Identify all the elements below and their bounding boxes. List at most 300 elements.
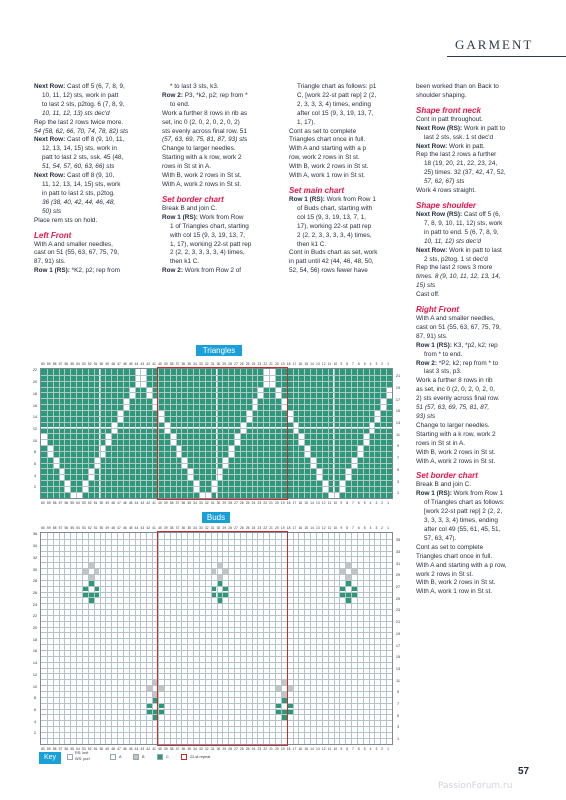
column-number: 52 [87,500,92,505]
column-number: 10 [333,362,338,366]
column-number: 1 [387,500,389,505]
column-number: 45 [128,526,133,530]
column-number: 21 [269,746,273,751]
column-number: 21 [269,526,273,530]
row-number: 10 [32,684,38,689]
text-line: 51 (57, 63, 69, 75, 81, 87, [416,404,490,412]
column-number: 4 [369,746,372,751]
column-number: 7 [352,746,354,751]
column-number: 14 [310,526,314,530]
column-number: 28 [228,746,232,751]
column-numbers [40,500,391,506]
text-line: With A and smaller needles, [34,240,113,248]
text-line: C, [work 22-st patt rep] 2 (2, [297,91,377,99]
text-line: Next Row: Work in patt to last [416,246,502,254]
text-line: With A and starting with a p [289,145,367,153]
column-number: 34 [193,526,197,530]
text-line: Cont in Buds chart as set, work [289,249,378,257]
row-number: 15 [395,409,401,414]
column-number: 51 [93,526,98,530]
text-line: With A, work 2 rows in St st. [416,457,496,465]
text-line: [work 22-st patt rep] 2 (2, 2, [424,508,503,516]
text-line: 57, 62, 67) sts [424,178,465,186]
text-line: to last 2 sts, p2tog. 6 (7, 8, 9, [42,100,125,108]
row-number: 12 [32,426,38,431]
column-number: 42 [146,500,151,505]
text-line: with col 15 (9, 3, 19, 13, 7, [170,231,245,239]
column-number: 30 [216,500,221,505]
column-number: 28 [228,362,232,366]
column-number: 22 [263,362,268,366]
column-number: 45 [128,746,133,751]
column-number: 58 [52,526,57,530]
text-line: Next Row: Cast off 8 (9, 10, 11, [34,136,125,144]
column-number: 24 [251,500,256,505]
text-line: from * to end. [424,350,463,358]
text-line: 52, 54, 56) rows fewer have [289,267,368,275]
column-number: 28 [228,500,232,505]
column-number: 37 [175,500,180,505]
column-number: 44 [134,500,139,505]
column-number: 50 [99,362,104,366]
column-number: 35 [187,500,191,505]
column-number: 44 [134,746,139,751]
text-line: Starting with a k row, work 2 [416,430,496,438]
column-number: 38 [169,362,174,366]
text-line: Change to larger needles. [416,421,490,429]
text-line: 2 (2, 2, 3, 3, 3, 3, 4) times, [170,249,245,257]
text-line: 87, 91) sts. [416,332,448,340]
row-number: 34 [32,544,38,549]
text-line: 3, 3, 3, 3, 4) times, ending [424,517,498,525]
column-number: 23 [257,362,262,366]
column-number: 30 [216,362,221,366]
text-line: in patt to last 2 sts, p2tog. [42,189,115,197]
text-line: * to last 3 sts, k3. [170,83,219,90]
text-line: to end. [170,100,190,108]
text-line: 17), working 22-st patt rep [297,222,372,230]
column-number: 9 [340,526,343,530]
text-line: 10, 11, 12, 13) sts dec'd [42,109,110,117]
column-number: 60 [41,746,45,751]
column-number: 34 [193,500,197,505]
column-number: 55 [70,500,74,505]
column-number: 8 [346,746,349,751]
chart-cell [386,492,392,498]
row-number: 21 [395,374,401,379]
column-number: 12 [321,362,326,366]
column-number: 30 [216,746,221,751]
text-line: 12, 13, 14, 15) sts, work in [42,145,117,153]
text-line: patt to last 2 sts, ssk. 45 (48, [42,154,124,162]
column-number: 48 [111,526,115,530]
text-line: 57, 63, 47). [424,534,457,542]
column-number: 59 [46,746,51,751]
column-number: 35 [187,362,191,366]
column-number: 16 [298,500,303,505]
row-number: 35 [395,538,401,543]
row-number: 14 [32,661,38,666]
column-number: 8 [346,526,349,530]
row-number: 6 [33,462,37,467]
column-number: 25 [245,500,250,505]
text-line: Work a further 8 rows in rib as [162,109,248,117]
key-title: Key [39,752,61,764]
text-line: With A and smaller needles, [416,315,495,323]
text-line: 87, 91) sts. [34,258,66,266]
key-swatch-a [110,754,116,760]
column-number: 36 [181,746,186,751]
column-number: 15 [304,746,308,751]
column-number: 18 [286,362,291,366]
row-number: 13 [395,666,401,671]
text-line: Cont as set to complete [416,543,484,551]
text-line: cast on 51 (55, 63, 67, 75, 79, [416,323,501,331]
column-number: 49 [105,746,110,751]
column-number: 39 [163,746,168,751]
column-number: 54 [76,500,80,505]
section-heading: Left Front [34,230,72,240]
column-number: 19 [280,746,285,751]
column-number: 35 [187,526,191,530]
row-number: 26 [32,590,38,595]
column-number: 6 [357,746,360,751]
column-number: 23 [257,746,262,751]
column-number: 20 [275,526,279,530]
row-number: 19 [395,631,401,636]
section-heading: Shape shoulder [416,200,477,210]
column-number: 33 [199,526,203,530]
column-number: 32 [204,526,209,530]
text-line: With A and starting with a p row, [416,561,507,569]
row-number: 20 [32,626,38,631]
column-number: 47 [117,362,121,366]
column-number: 33 [199,362,203,366]
column-number: 38 [169,500,174,505]
column-number: 25 [245,362,250,366]
column-number: 48 [111,362,115,366]
column-number: 12 [321,746,326,751]
column-number: 31 [210,362,215,366]
row-number: 23 [395,608,401,613]
text-line: sts evenly across final row. 51 [162,127,247,135]
text-line: 2 (2, 2, 3, 3, 3, 3, 4) times, [297,231,372,239]
row-number: 29 [395,573,401,578]
row-number: 24 [32,602,38,607]
column-number: 53 [82,362,86,366]
column-number: 11 [327,746,332,751]
section-heading: Set border chart [416,471,478,481]
row-number: 19 [395,385,401,390]
text-line: Triangles chart once in full. [416,552,493,560]
column-number: 17 [292,526,297,530]
text-line: Cast off. [416,291,440,299]
column-number: 41 [152,746,156,751]
row-number: 8 [33,450,37,455]
row-number: 33 [395,549,401,554]
column-number: 50 [99,500,104,505]
column-number: 25 [245,526,250,530]
column-number: 21 [269,500,273,505]
column-number: 14 [310,500,314,505]
text-line: With B, work 2 rows in St st. [416,579,496,587]
text-line: Next Row: Work in patt. [416,142,485,150]
column-number: 2 [381,746,384,751]
column-number: 2 [381,362,384,366]
text-line: With A, work 1 row in St st. [416,588,492,596]
column-number: 50 [99,526,104,530]
column-number: 44 [134,526,139,530]
column-number: 56 [64,500,69,505]
column-number: 40 [158,526,162,530]
row-number: 6 [33,707,37,712]
column-number: 41 [152,500,156,505]
column-number: 18 [286,500,291,505]
section-heading: Set main chart [289,185,345,195]
column-number: 22 [263,500,268,505]
watermark: PassionForum.ru [438,781,513,791]
column-number: 5 [363,746,366,751]
column-number: 4 [369,362,372,366]
column-number: 15 [304,526,308,530]
column-number: 46 [122,746,127,751]
text-line: col 15 (9, 3, 19, 13, 7, 1, [297,213,366,221]
column-number: 18 [286,526,291,530]
column-number: 20 [275,362,279,366]
text-line: then k1 C. [297,240,327,248]
column-number: 20 [275,746,279,751]
text-line: With A, work 2 rows in St st. [162,180,242,188]
column-number: 34 [193,746,197,751]
text-line: With B, work 2 rows in St st. [416,448,496,456]
text-line: Rep the last 2 rows twice more. [34,118,124,126]
text-line: in patt to end. 5 (6, 7, 8, 9, [424,228,499,236]
text-line: Place rem sts on hold. [34,216,98,224]
row-number: 8 [33,696,37,701]
column-number: 49 [105,526,110,530]
column-number: 7 [352,526,354,530]
text-line: Rep the last 2 rows a further [416,151,497,159]
column-number: 60 [41,500,45,505]
column-number: 31 [210,526,215,530]
row-number: 10 [32,438,38,443]
text-column-2 [162,83,288,276]
row-number: 27 [395,585,401,590]
column-number: 43 [140,746,145,751]
column-number: 3 [375,526,378,530]
column-number: 12 [321,526,326,530]
column-number: 10 [333,500,338,505]
column-number: 53 [82,526,86,530]
column-number: 49 [105,362,110,366]
text-line: Work 4 rows straight. [416,187,476,195]
row-number: 7 [396,456,400,461]
section-heading: Shape front neck [416,105,481,115]
column-number: 10 [333,526,338,530]
text-line: work 2 rows in St st. [416,570,474,578]
column-number: 46 [122,500,127,505]
column-number: 26 [239,746,244,751]
row-number: 1 [396,491,400,496]
column-number: 57 [58,746,63,751]
buds-chart-title: Buds [202,512,230,523]
column-number: 47 [117,500,121,505]
row-number: 13 [395,421,401,426]
column-number: 1 [387,526,389,530]
column-number: 40 [158,746,162,751]
text-line: Row 2: Work from Row 2 of [162,267,242,275]
row-number: 22 [32,614,38,619]
column-number: 19 [280,526,285,530]
section-heading: Right Front [416,305,460,315]
column-number: 2 [381,526,384,530]
key-label-rs-knit: RS: knit [75,751,89,755]
column-number: 33 [199,746,203,751]
column-number: 26 [239,362,244,366]
text-line: been worked than on Back to [416,83,499,90]
row-number: 22 [32,368,38,373]
row-number: 4 [33,719,37,724]
row-number: 21 [395,620,401,625]
column-number: 11 [327,500,332,505]
key-label-repeat: 22-st repeat [190,755,211,759]
text-line: 18 (19, 20, 21, 22, 23, 24, [424,160,498,168]
row-number: 16 [32,649,38,654]
column-number: 27 [234,526,238,530]
column-number: 46 [122,362,127,366]
text-line: 2 sts, p2tog. 1 st dec'd [424,255,488,263]
column-number: 54 [76,362,80,366]
row-number: 2 [33,731,37,736]
column-number: 1 [387,362,389,366]
key-swatch-repeat [181,754,187,760]
section-heading: Set border chart [162,194,224,204]
column-number: 39 [163,500,168,505]
column-number: 55 [70,526,74,530]
text-column-4 [416,83,546,597]
column-number: 7 [352,362,354,366]
column-number: 22 [263,746,268,751]
column-number: 39 [163,362,168,366]
text-line: row, work 2 rows in St st. [289,154,360,162]
column-number: 12 [321,500,326,505]
text-line: Work a further 8 rows in rib [416,377,493,385]
row-number: 9 [396,690,400,695]
key-swatch-b [133,754,139,760]
row-number: 18 [32,637,38,642]
text-line: set, inc 0 (2, 0, 2, 0, 2, 0, 2) [162,118,240,126]
column-number: 31 [210,746,215,751]
text-line: Row 1 (RS): *K2, p2; rep from [34,267,120,275]
text-line: Rep the last 2 rows 3 more [416,264,493,272]
column-number: 4 [369,526,372,530]
column-number: 42 [146,746,151,751]
column-number: 13 [316,746,320,751]
column-number: 48 [111,500,115,505]
text-line: 11, 12, 13, 14, 15) sts, work [42,180,121,188]
text-line: Row 2: P3, *k2, p2; rep from * [162,91,248,99]
text-line: With B, work 2 rows in St st. [289,163,369,171]
column-number: 47 [117,746,121,751]
column-number: 24 [251,526,256,530]
column-number: 8 [346,362,349,366]
column-number: 38 [169,526,174,530]
column-number: 9 [340,746,343,751]
text-line: 1 of Triangles chart, starting [170,222,249,230]
text-line: 1, 17), working 22-st patt rep [170,240,252,248]
row-number: 11 [396,678,400,683]
column-number: 13 [316,526,320,530]
column-number: 37 [175,746,180,751]
key-label-b: B [142,755,145,759]
text-column-1 [34,83,162,276]
row-number: 11 [396,432,400,437]
column-number: 42 [146,526,151,530]
column-number: 5 [363,526,366,530]
column-number: 20 [275,500,279,505]
column-number: 55 [70,362,74,366]
text-line: 7, 8, 9, 10, 11, 12) sts, work [424,219,503,227]
row-number: 4 [33,473,37,478]
row-number: 16 [32,403,38,408]
column-number: 1 [387,746,389,751]
text-line: Triangle chart as follows: p1 [297,83,377,90]
text-column-3 [289,83,415,276]
column-number: 56 [64,526,69,530]
column-number: 57 [58,500,63,505]
text-line: 51, 54, 57, 60, 63, 66) sts [42,163,115,171]
text-line: 2, 3, 3, 3, 4) times, ending [297,100,371,108]
column-number: 26 [239,526,244,530]
column-number: 27 [234,362,238,366]
text-line: 93) sts [416,413,436,420]
column-number: 60 [41,526,45,530]
column-number: 3 [375,746,378,751]
column-numbers [40,746,391,752]
text-line: rows in St st in A. [416,439,466,447]
column-number: 51 [93,746,98,751]
column-number: 55 [70,746,74,751]
text-line: Cont in patt throughout. [416,115,483,123]
column-number: 53 [82,500,86,505]
column-number: 4 [369,500,372,505]
column-number: 54 [76,746,80,751]
column-number: 43 [140,362,145,366]
column-number: 19 [280,362,285,366]
column-number: 21 [269,362,273,366]
column-number: 19 [280,500,285,505]
column-number: 5 [363,500,366,505]
text-line: as set, inc 0 (2, 0, 2, 0, 2, 0, [416,386,495,394]
key-swatch-knit [67,754,73,760]
column-number: 6 [357,362,360,366]
column-number: 14 [310,746,314,751]
row-number: 1 [396,737,400,742]
column-number: 56 [64,362,69,366]
column-number: 11 [327,362,332,366]
text-line: after col 15 (9, 3, 19, 13, 7, [297,109,374,117]
column-number: 41 [152,526,156,530]
text-line: Starting with a k row, work 2 [162,154,242,162]
column-number: 32 [204,746,209,751]
column-number: 45 [128,362,133,366]
column-number: 47 [117,526,121,530]
text-line: Next Row: Cast off 8 (9, 10, [34,172,115,180]
column-number: 53 [82,746,86,751]
column-number: 52 [87,746,92,751]
column-number: 36 [181,526,186,530]
row-number: 30 [32,567,38,572]
